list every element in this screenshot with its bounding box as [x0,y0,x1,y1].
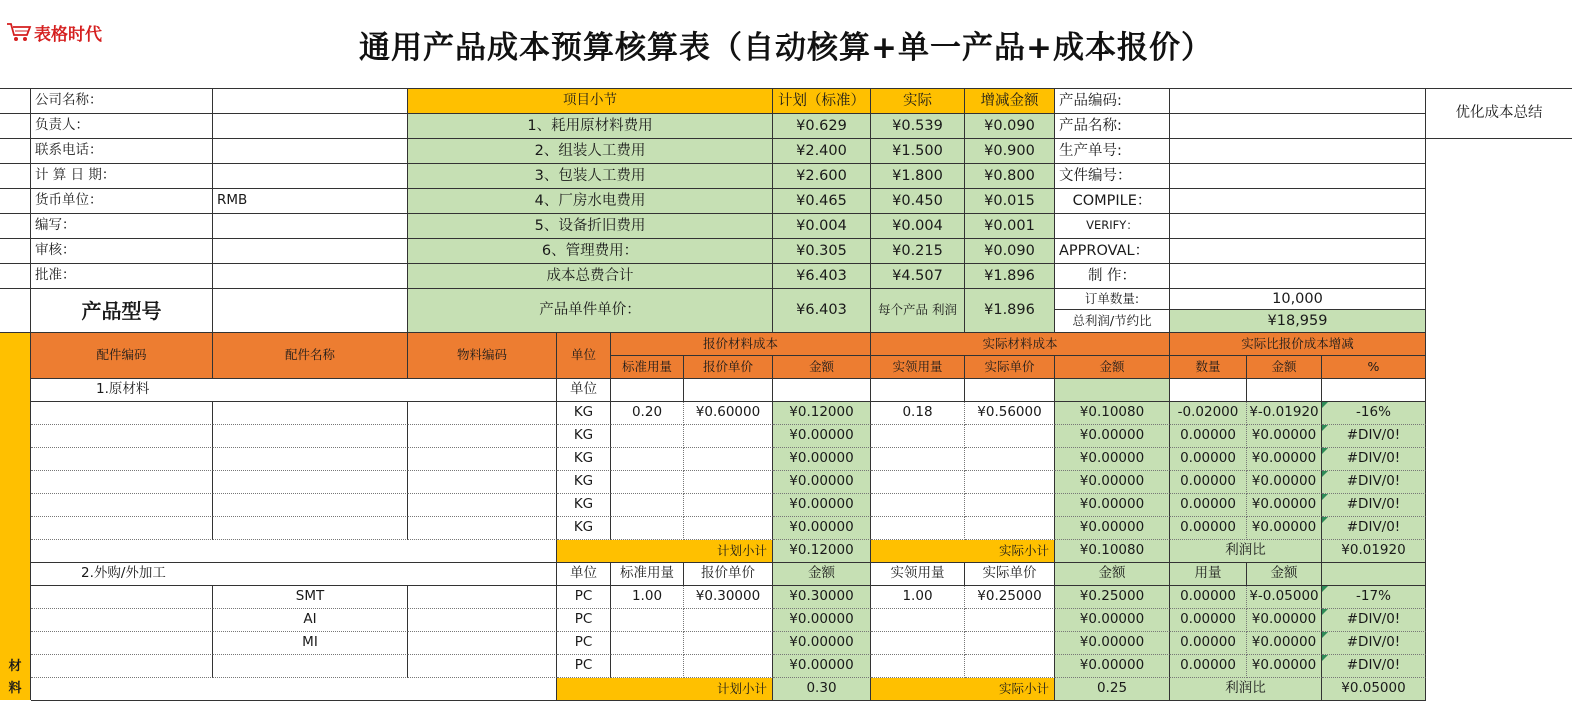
summary-item-label[interactable]: 成本总费合计 [408,264,773,289]
std-qty-cell[interactable] [611,425,684,448]
blank-cell[interactable] [965,379,1055,402]
row-marker[interactable] [0,89,31,114]
diff-amount-cell[interactable]: ¥0.00000 [1247,655,1322,678]
info-value[interactable] [213,89,408,114]
summary-plan-value[interactable]: ¥0.629 [773,114,871,139]
unit-cell[interactable]: KG [557,471,611,494]
actual-amount-cell[interactable]: ¥0.00000 [1055,632,1170,655]
summary-diff-value[interactable]: ¥0.090 [965,114,1055,139]
plan-subtotal-label[interactable]: 计划小计 [557,678,773,701]
pct-cell[interactable]: -16% [1322,402,1426,425]
actual-qty-cell[interactable] [871,448,965,471]
pct-cell[interactable]: #DIV/0! [1322,609,1426,632]
summary-actual-value[interactable]: ¥1.500 [871,139,965,164]
sec2-header-amt[interactable]: 金额 [773,563,871,586]
actual-qty-cell[interactable] [871,425,965,448]
actual-qty-cell[interactable] [871,517,965,540]
actual-subtotal-value[interactable]: ¥0.10080 [1055,540,1170,563]
summary-plan-value[interactable]: ¥2.600 [773,164,871,189]
summary-item-label[interactable]: 1、耗用原材料费用 [408,114,773,139]
info-label[interactable]: 计 算 日 期： [31,164,213,189]
diff-amount-cell[interactable]: ¥0.00000 [1247,517,1322,540]
summary-actual-value[interactable]: ¥4.507 [871,264,965,289]
row-marker[interactable] [0,214,31,239]
profit-ratio-value[interactable]: ¥0.01920 [1322,540,1426,563]
diff-amount-cell[interactable]: ¥0.00000 [1247,632,1322,655]
right-label[interactable]: VERIFY： [1055,214,1170,239]
diff-amount-cell[interactable]: ¥0.00000 [1247,471,1322,494]
std-qty-cell[interactable] [611,471,684,494]
right-label[interactable]: COMPILE： [1055,189,1170,214]
actual-qty-cell[interactable] [871,655,965,678]
summary-actual-value[interactable]: ¥1.800 [871,164,965,189]
summary-item-label[interactable]: 6、管理费用： [408,239,773,264]
per-product-profit-label[interactable]: 每个产品 利润 [871,289,965,333]
actual-amount-cell[interactable]: ¥0.00000 [1055,448,1170,471]
quote-price-cell[interactable] [684,494,773,517]
quote-amount-cell[interactable]: ¥0.00000 [773,471,871,494]
summary-header-plan[interactable]: 计划（标准） [773,89,871,114]
material-code-cell[interactable] [408,471,557,494]
part-code-cell[interactable] [31,402,213,425]
order-qty-value[interactable]: 10,000 [1170,289,1426,310]
part-name-cell[interactable] [213,471,408,494]
quote-price-cell[interactable] [684,655,773,678]
blank-cell[interactable] [1322,379,1426,402]
page-title: 通用产品成本预算核算表（自动核算+单一产品+成本报价） [359,30,1213,66]
pct-cell[interactable]: #DIV/0! [1322,655,1426,678]
info-label[interactable]: 公司名称： [31,89,213,114]
quote-amount-cell[interactable]: ¥0.00000 [773,609,871,632]
summary-item-label[interactable]: 3、包装人工费用 [408,164,773,189]
side-char: 料 [8,681,22,696]
col-header-diff-qty[interactable]: 数量 [1170,356,1247,379]
col-header-quote-price[interactable]: 报价单价 [684,356,773,379]
actual-qty-cell[interactable] [871,494,965,517]
pct-cell[interactable]: #DIV/0! [1322,471,1426,494]
summary-plan-value[interactable]: ¥6.403 [773,264,871,289]
side-char: 材 [8,659,22,674]
right-value[interactable] [1170,89,1426,114]
col-header-actual-qty[interactable]: 实领用量 [871,356,965,379]
diff-qty-cell[interactable]: 0.00000 [1170,425,1247,448]
actual-amount-cell[interactable]: ¥0.00000 [1055,425,1170,448]
quote-price-cell[interactable] [684,425,773,448]
right-label[interactable]: 文件编号： [1055,164,1170,189]
material-code-cell[interactable] [408,448,557,471]
row-marker[interactable] [0,114,31,139]
quote-amount-cell[interactable]: ¥0.00000 [773,632,871,655]
diff-qty-cell[interactable]: 0.00000 [1170,609,1247,632]
col-header-part-name[interactable]: 配件名称 [213,333,408,379]
col-header-std-qty[interactable]: 标准用量 [611,356,684,379]
col-header-actual-price[interactable]: 实际单价 [965,356,1055,379]
section-title-outsourced[interactable]: 2.外购/外加工 [31,563,557,586]
actual-qty-cell[interactable] [871,632,965,655]
std-qty-cell[interactable] [611,517,684,540]
material-code-cell[interactable] [408,494,557,517]
unit-price-plan[interactable]: ¥6.403 [773,289,871,333]
unit-cell[interactable]: PC [557,655,611,678]
col-header-part-code[interactable]: 配件编码 [31,333,213,379]
right-value[interactable] [1170,189,1426,214]
quote-amount-cell[interactable]: ¥0.12000 [773,402,871,425]
quote-price-cell[interactable] [684,609,773,632]
info-value[interactable] [213,114,408,139]
total-profit-value[interactable]: ¥18,959 [1170,310,1426,333]
summary-plan-value[interactable]: ¥0.305 [773,239,871,264]
sec2-header-ap[interactable]: 实际单价 [965,563,1055,586]
quote-amount-cell[interactable]: ¥0.00000 [773,448,871,471]
part-code-cell[interactable] [31,655,213,678]
actual-price-cell[interactable] [965,655,1055,678]
quote-price-cell[interactable] [684,448,773,471]
diff-qty-cell[interactable]: 0.00000 [1170,632,1247,655]
actual-price-cell[interactable] [965,471,1055,494]
logo-text: 表格时代 [34,24,102,45]
sec2-header-aamt[interactable]: 金额 [1055,563,1170,586]
unit-price-label[interactable]: 产品单件单价： [408,289,773,333]
diff-qty-cell[interactable]: 0.00000 [1170,448,1247,471]
row-marker[interactable] [0,164,31,189]
pct-cell[interactable]: #DIV/0! [1322,448,1426,471]
std-qty-cell[interactable] [611,609,684,632]
actual-price-cell[interactable]: ¥0.56000 [965,402,1055,425]
unit-cell[interactable]: KG [557,448,611,471]
std-qty-cell[interactable] [611,494,684,517]
std-qty-cell[interactable]: 1.00 [611,586,684,609]
side-material-label [0,333,31,700]
unit-cell[interactable]: KG [557,494,611,517]
actual-amount-cell[interactable]: ¥0.00000 [1055,517,1170,540]
quote-price-cell[interactable]: ¥0.60000 [684,402,773,425]
std-qty-cell[interactable] [611,448,684,471]
actual-amount-cell[interactable]: ¥0.00000 [1055,494,1170,517]
blank-cell[interactable] [1247,379,1322,402]
info-value[interactable]: RMB [213,189,408,214]
actual-qty-cell[interactable] [871,471,965,494]
col-group-actual[interactable]: 实际材料成本 [871,333,1170,356]
diff-amount-cell[interactable]: ¥0.00000 [1247,494,1322,517]
right-value[interactable] [1170,264,1426,289]
info-label[interactable]: 负责人： [31,114,213,139]
actual-price-cell[interactable] [965,632,1055,655]
col-header-pct[interactable]: % [1322,356,1426,379]
part-code-cell[interactable] [31,425,213,448]
quote-price-cell[interactable] [684,517,773,540]
blank-cell[interactable] [773,379,871,402]
row-marker[interactable] [0,239,31,264]
summary-actual-value[interactable]: ¥0.215 [871,239,965,264]
info-label[interactable]: 联系电话： [31,139,213,164]
right-value[interactable] [1170,239,1426,264]
sec2-header-aq[interactable]: 实领用量 [871,563,965,586]
quote-price-cell[interactable] [684,632,773,655]
std-qty-cell[interactable] [611,632,684,655]
info-label[interactable]: 货币单位： [31,189,213,214]
part-code-cell[interactable] [31,609,213,632]
part-code-cell[interactable] [31,586,213,609]
diff-qty-cell[interactable]: 0.00000 [1170,494,1247,517]
sec2-header-unit[interactable]: 单位 [557,563,611,586]
part-name-cell[interactable] [213,402,408,425]
right-value[interactable] [1170,164,1426,189]
summary-diff-value[interactable]: ¥0.800 [965,164,1055,189]
actual-qty-cell[interactable]: 0.18 [871,402,965,425]
summary-actual-value[interactable]: ¥0.450 [871,189,965,214]
diff-amount-cell[interactable]: ¥-0.05000 [1247,586,1322,609]
summary-diff-value[interactable]: ¥0.001 [965,214,1055,239]
summary-plan-value[interactable]: ¥0.004 [773,214,871,239]
col-header-unit[interactable]: 单位 [557,333,611,379]
right-label[interactable]: APPROVAL： [1055,239,1170,264]
right-label[interactable]: 制 作： [1055,264,1170,289]
unit-cell[interactable]: PC [557,609,611,632]
actual-subtotal-label[interactable]: 实际小计 [871,540,1055,563]
actual-amount-cell[interactable]: ¥0.00000 [1055,471,1170,494]
info-label[interactable]: 审核： [31,239,213,264]
info-value[interactable] [213,214,408,239]
quote-amount-cell[interactable]: ¥0.00000 [773,494,871,517]
summary-diff-value[interactable]: ¥0.090 [965,239,1055,264]
actual-amount-cell[interactable]: ¥0.00000 [1055,655,1170,678]
right-label[interactable]: 产品名称: [1055,114,1170,139]
diff-qty-cell[interactable]: 0.00000 [1170,586,1247,609]
summary-diff-value[interactable]: ¥0.015 [965,189,1055,214]
info-value[interactable] [213,139,408,164]
per-product-profit-value[interactable]: ¥1.896 [965,289,1055,333]
profit-ratio-value[interactable]: ¥0.05000 [1322,678,1426,701]
part-name-cell[interactable]: MI [213,632,408,655]
material-code-cell[interactable] [408,586,557,609]
summary-diff-value[interactable]: ¥0.900 [965,139,1055,164]
std-qty-cell[interactable]: 0.20 [611,402,684,425]
actual-subtotal-label[interactable]: 实际小计 [871,678,1055,701]
plan-subtotal-value[interactable]: 0.30 [773,678,871,701]
part-name-cell[interactable] [213,425,408,448]
info-label[interactable]: 编写： [31,214,213,239]
summary-item-label[interactable]: 2、组装人工费用 [408,139,773,164]
unit-cell[interactable]: KG [557,402,611,425]
right-value[interactable] [1170,139,1426,164]
part-code-cell[interactable] [31,471,213,494]
actual-price-cell[interactable] [965,517,1055,540]
part-name-cell[interactable] [213,517,408,540]
summary-header-actual[interactable]: 实际 [871,89,965,114]
diff-amount-cell[interactable]: ¥-0.01920 [1247,402,1322,425]
product-model-label[interactable]: 产品型号 [31,289,213,333]
col-header-actual-amount[interactable]: 金额 [1055,356,1170,379]
blank-cell[interactable] [684,379,773,402]
actual-amount-cell[interactable]: ¥0.25000 [1055,586,1170,609]
col-header-amount[interactable]: 金额 [773,356,871,379]
quote-amount-cell[interactable]: ¥0.00000 [773,425,871,448]
subtotal-blank[interactable] [31,678,557,701]
row-marker[interactable] [0,264,31,289]
part-name-cell[interactable]: AI [213,609,408,632]
quote-amount-cell[interactable]: ¥0.00000 [773,517,871,540]
material-code-cell[interactable] [408,517,557,540]
part-code-cell[interactable] [31,494,213,517]
unit-cell[interactable]: PC [557,632,611,655]
quote-price-cell[interactable] [684,471,773,494]
diff-qty-cell[interactable]: -0.02000 [1170,402,1247,425]
summary-actual-value[interactable]: ¥0.004 [871,214,965,239]
unit-cell[interactable]: PC [557,586,611,609]
blank-cell[interactable] [871,379,965,402]
quote-amount-cell[interactable]: ¥0.00000 [773,655,871,678]
subtotal-blank[interactable] [31,540,557,563]
quote-price-cell[interactable]: ¥0.30000 [684,586,773,609]
actual-price-cell[interactable]: ¥0.25000 [965,586,1055,609]
part-name-cell[interactable] [213,655,408,678]
unit-cell[interactable]: KG [557,425,611,448]
info-value[interactable] [213,264,408,289]
summary-plan-value[interactable]: ¥2.400 [773,139,871,164]
col-group-quote[interactable]: 报价材料成本 [611,333,871,356]
part-name-cell[interactable]: SMT [213,586,408,609]
sec2-header-dq[interactable]: 用量 [1170,563,1247,586]
right-value[interactable] [1170,214,1426,239]
col-group-diff[interactable]: 实际比报价成本增减 [1170,333,1426,356]
material-code-cell[interactable] [408,402,557,425]
pct-cell[interactable]: #DIV/0! [1322,517,1426,540]
order-qty-label[interactable]: 订单数量: [1055,289,1170,310]
material-code-cell[interactable] [408,609,557,632]
pct-cell[interactable]: #DIV/0! [1322,425,1426,448]
info-value[interactable] [213,239,408,264]
actual-amount-cell[interactable]: ¥0.10080 [1055,402,1170,425]
actual-price-cell[interactable] [965,448,1055,471]
summary-item-label[interactable]: 5、设备折旧费用 [408,214,773,239]
section-title-raw-material[interactable]: 1.原材料 [31,379,557,402]
actual-qty-cell[interactable]: 1.00 [871,586,965,609]
part-code-cell[interactable] [31,448,213,471]
blank-cell[interactable] [1170,379,1247,402]
actual-amount-cell[interactable]: ¥0.00000 [1055,609,1170,632]
actual-price-cell[interactable] [965,425,1055,448]
diff-amount-cell[interactable]: ¥0.00000 [1247,609,1322,632]
material-code-cell[interactable] [408,655,557,678]
info-value[interactable] [213,164,408,189]
blank-cell[interactable] [1055,379,1170,402]
col-header-material-code[interactable]: 物料编码 [408,333,557,379]
blank-cell[interactable] [611,379,684,402]
product-model-value[interactable] [213,289,408,333]
unit-header-cell[interactable]: 单位 [557,379,611,402]
diff-qty-cell[interactable]: 0.00000 [1170,517,1247,540]
info-label[interactable]: 批准： [31,264,213,289]
optimize-summary-label[interactable]: 优化成本总结 [1426,89,1572,139]
profit-ratio-label[interactable]: 利润比 [1170,678,1322,701]
quote-amount-cell[interactable]: ¥0.30000 [773,586,871,609]
summary-header-diff[interactable]: 增减金额 [965,89,1055,114]
std-qty-cell[interactable] [611,655,684,678]
plan-subtotal-label[interactable]: 计划小计 [557,540,773,563]
total-profit-label[interactable]: 总利润/节约比 [1055,310,1170,333]
plan-subtotal-value[interactable]: ¥0.12000 [773,540,871,563]
unit-cell[interactable]: KG [557,517,611,540]
actual-price-cell[interactable] [965,494,1055,517]
diff-qty-cell[interactable]: 0.00000 [1170,655,1247,678]
summary-diff-value[interactable]: ¥1.896 [965,264,1055,289]
summary-item-label[interactable]: 4、厂房水电费用 [408,189,773,214]
summary-actual-value[interactable]: ¥0.539 [871,114,965,139]
part-name-cell[interactable] [213,448,408,471]
part-name-cell[interactable] [213,494,408,517]
material-code-cell[interactable] [408,632,557,655]
diff-amount-cell[interactable]: ¥0.00000 [1247,448,1322,471]
pct-cell[interactable]: -17% [1322,586,1426,609]
pct-cell[interactable]: #DIV/0! [1322,632,1426,655]
actual-qty-cell[interactable] [871,609,965,632]
diff-amount-cell[interactable]: ¥0.00000 [1247,425,1322,448]
right-label[interactable]: 生产单号: [1055,139,1170,164]
sec2-header-damt[interactable]: 金额 [1247,563,1322,586]
diff-qty-cell[interactable]: 0.00000 [1170,471,1247,494]
summary-header-item[interactable]: 项目小节 [408,89,773,114]
right-value[interactable] [1170,114,1426,139]
sec2-header-std[interactable]: 标准用量 [611,563,684,586]
row-marker[interactable] [0,139,31,164]
col-header-diff-amount[interactable]: 金额 [1247,356,1322,379]
right-label[interactable]: 产品编码: [1055,89,1170,114]
actual-subtotal-value[interactable]: 0.25 [1055,678,1170,701]
sec2-header-qp[interactable]: 报价单价 [684,563,773,586]
part-code-cell[interactable] [31,517,213,540]
row-marker[interactable] [0,289,31,333]
actual-price-cell[interactable] [965,609,1055,632]
row-marker[interactable] [0,189,31,214]
pct-cell[interactable]: #DIV/0! [1322,494,1426,517]
part-code-cell[interactable] [31,632,213,655]
material-code-cell[interactable] [408,425,557,448]
sec2-header-pct[interactable] [1322,563,1426,586]
profit-ratio-label[interactable]: 利润比 [1170,540,1322,563]
summary-plan-value[interactable]: ¥0.465 [773,189,871,214]
